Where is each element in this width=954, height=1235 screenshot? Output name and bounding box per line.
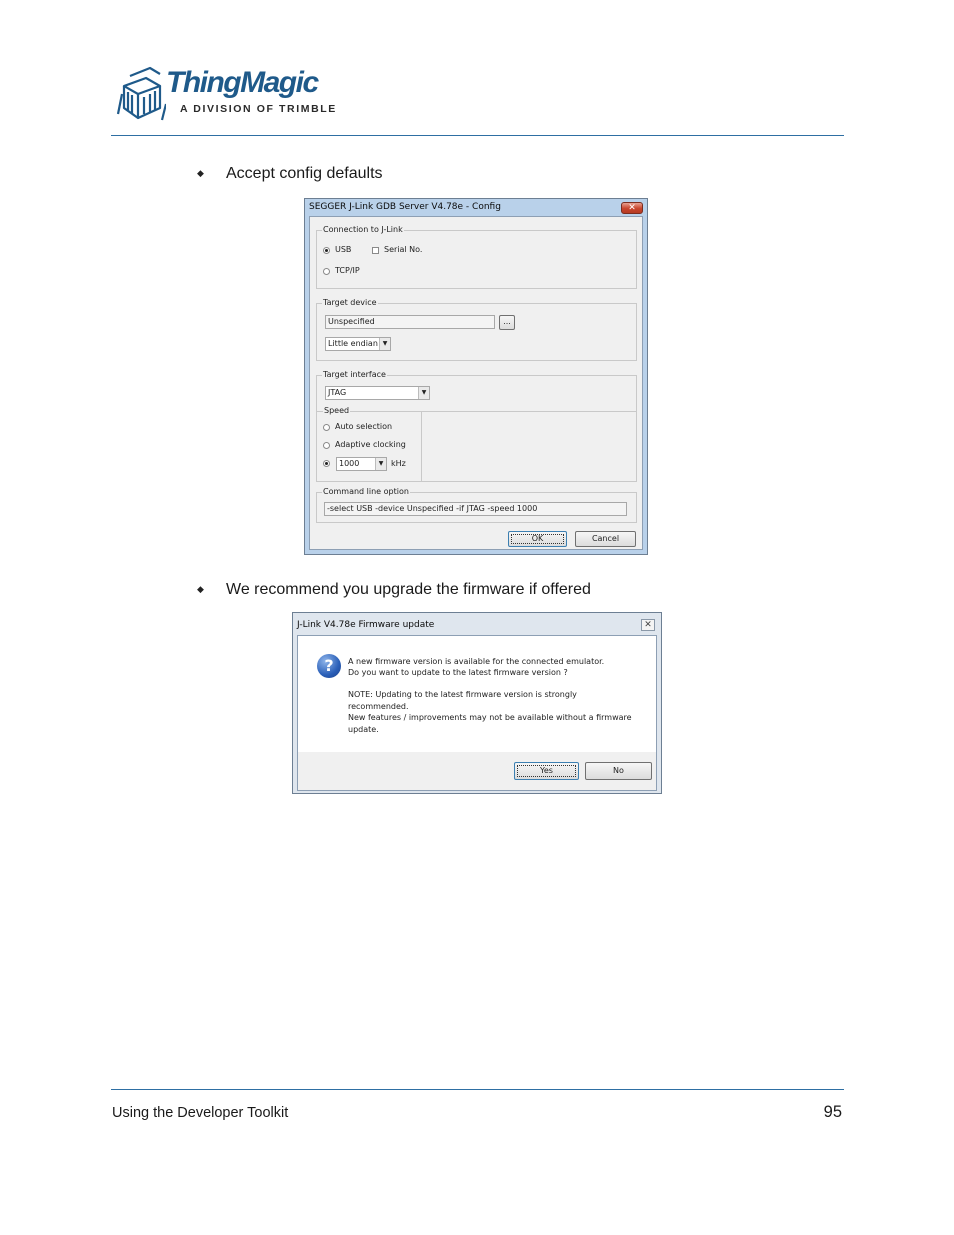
endian-select-value: Little endian xyxy=(328,339,378,348)
serial-no-checkbox[interactable] xyxy=(372,247,379,254)
target-interface-group xyxy=(316,370,637,482)
yes-button[interactable] xyxy=(514,762,579,780)
bullet-diamond-icon: ◆ xyxy=(197,168,204,178)
bullet-text: Accept config defaults xyxy=(226,165,383,182)
usb-radio[interactable] xyxy=(323,247,330,254)
target-device-input[interactable]: Unspecified xyxy=(325,315,495,329)
footer-rule xyxy=(111,1089,844,1090)
focus-ring xyxy=(511,534,564,544)
cancel-button[interactable]: Cancel xyxy=(575,531,636,547)
command-line-group-label: Command line option xyxy=(323,487,409,496)
firmware-dialog-body xyxy=(297,635,657,791)
endian-select[interactable] xyxy=(325,337,391,351)
footer-section-title: Using the Developer Toolkit xyxy=(112,1105,289,1121)
thingmagic-logo-icon xyxy=(116,64,166,122)
chevron-down-icon: ▼ xyxy=(379,338,390,350)
focus-ring xyxy=(517,765,576,777)
yes-button-label: Yes xyxy=(540,766,553,775)
firmware-note-line3: New features / improvements may not be available without a firmware xyxy=(348,713,632,722)
chevron-down-icon: ▼ xyxy=(375,458,386,470)
config-dialog-window xyxy=(304,198,648,555)
command-line-group xyxy=(316,487,637,523)
config-dialog-title: SEGGER J-Link GDB Server V4.78e - Config xyxy=(309,202,501,212)
auto-selection-radio[interactable] xyxy=(323,424,330,431)
speed-separator xyxy=(317,411,636,412)
target-interface-group-label: Target interface xyxy=(323,370,386,379)
adaptive-clocking-radio[interactable] xyxy=(323,442,330,449)
brand-name: ThingMagic xyxy=(166,66,318,99)
firmware-dialog-title: J-Link V4.78e Firmware update xyxy=(297,620,435,630)
firmware-dialog-window xyxy=(292,612,662,794)
brand-tagline: A DIVISION OF TRIMBLE xyxy=(180,103,337,115)
ok-button-label: OK xyxy=(531,534,544,543)
close-icon[interactable]: ✕ xyxy=(641,619,655,631)
close-icon[interactable]: ✕ xyxy=(621,202,643,214)
usb-radio-label: USB xyxy=(335,245,352,254)
firmware-message-line1: A new firmware version is available for the connected emulator. xyxy=(348,657,605,666)
bullet-text: We recommend you upgrade the firmware if offered xyxy=(226,581,591,598)
bullet-diamond-icon: ◆ xyxy=(197,584,204,594)
connection-group xyxy=(316,225,637,289)
firmware-note-line1: NOTE: Updating to the latest firmware version is strongly xyxy=(348,690,577,699)
auto-selection-label: Auto selection xyxy=(335,422,393,431)
config-dialog-body xyxy=(309,216,643,550)
adaptive-clocking-label: Adaptive clocking xyxy=(335,440,406,449)
command-line-field[interactable]: -select USB -device Unspecified -if JTAG -speed 1000 xyxy=(324,502,627,516)
speed-select-value: 1000 xyxy=(339,459,360,468)
question-icon: ? xyxy=(317,654,341,678)
ok-button[interactable] xyxy=(508,531,567,547)
firmware-note-line2: recommended. xyxy=(348,702,409,711)
firmware-message-line2: Do you want to update to the latest firmware version ? xyxy=(348,668,568,677)
interface-select-value: JTAG xyxy=(328,388,347,397)
no-button[interactable]: No xyxy=(585,762,652,780)
chevron-down-icon: ▼ xyxy=(418,387,429,399)
tcpip-radio[interactable] xyxy=(323,268,330,275)
connection-group-label: Connection to J-Link xyxy=(323,225,403,234)
speed-unit-label: kHz xyxy=(391,459,406,468)
speed-divider xyxy=(421,412,422,481)
target-device-group-label: Target device xyxy=(323,298,377,307)
page-number: 95 xyxy=(823,1103,842,1121)
target-device-group xyxy=(316,298,637,361)
tcpip-radio-label: TCP/IP xyxy=(335,266,360,275)
fixed-speed-radio[interactable] xyxy=(323,460,330,467)
firmware-note-line4: update. xyxy=(348,725,379,734)
speed-select[interactable] xyxy=(336,457,387,471)
header-rule xyxy=(111,135,844,136)
browse-device-button[interactable]: ... xyxy=(499,315,515,330)
speed-label: Speed xyxy=(324,406,350,415)
interface-select[interactable] xyxy=(325,386,430,400)
serial-no-label: Serial No. xyxy=(384,245,423,254)
